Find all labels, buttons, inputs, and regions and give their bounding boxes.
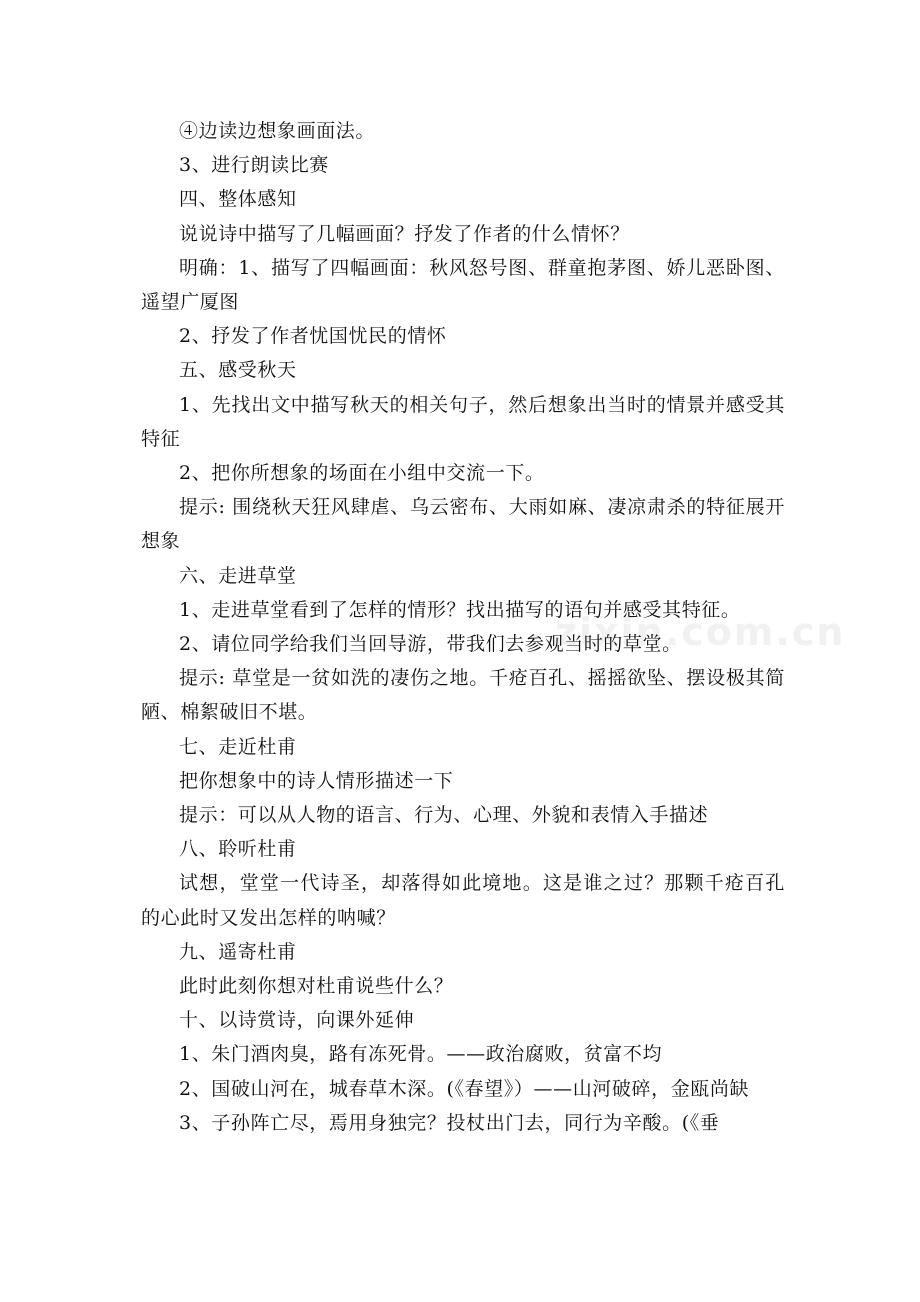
text-line: 说说诗中描写了几幅画面？抒发了作者的什么情怀？ (179, 222, 630, 245)
text-line: 把你想象中的诗人情形描述一下 (179, 769, 454, 792)
text-line: 1、朱门酒肉臭，路有冻死骨。——政治腐败，贫富不均 (179, 1043, 663, 1066)
text-line: 2、抒发了作者忧国忧民的情怀 (179, 325, 447, 348)
text-line: 此时此刻你想对杜甫说些什么？ (179, 975, 454, 998)
text-line: 提示：可以从人物的语言、行为、心理、外貌和表情入手描述 (179, 804, 709, 827)
text-line: 1、先找出文中描写秋天的相关句子，然后想象出当时的情景并感受其特征 (141, 393, 785, 450)
watermark-text: zixin.com.cn (555, 610, 846, 654)
document-body (141, 114, 785, 1140)
text-line: 2、国破山河在，城春草木深。(《春望》）——山河破碎，金瓯尚缺 (179, 1077, 750, 1100)
text-line: 2、请位同学给我们当回导游，带我们去参观当时的草堂。 (179, 633, 682, 656)
section-heading: 十、以诗赏诗，向课外延伸 (179, 1009, 415, 1032)
text-line: 提示: 草堂是一贫如洗的凄伤之地。千疮百孔、摇摇欲坠、摆设极其简陋、棉絮破旧不堪。 (141, 667, 785, 724)
text-line: 明确：1、描写了四幅画面：秋风怒号图、群童抱茅图、娇儿恶卧图、遥望广厦图 (141, 256, 785, 314)
text-line: 1、走进草堂看到了怎样的情形？找出描写的语句并感受其特征。 (179, 598, 741, 621)
section-heading: 七、走近杜甫 (179, 735, 297, 758)
text-line: 试想，堂堂一代诗圣，却落得如此境地。这是谁之过？那颗千疮百孔的心此时又发出怎样的呐喊？ (141, 872, 785, 929)
section-heading: 四、整体感知 (179, 188, 297, 211)
section-heading: 八、聆听杜甫 (179, 838, 297, 861)
text-line: 3、子孙阵亡尽，焉用身独完？投杖出门去，同行为辛酸。(《垂 (179, 1111, 720, 1134)
text-line: 提示: 围绕秋天狂风肆虐、乌云密布、大雨如麻、凄凉肃杀的特征展开想象 (141, 496, 785, 553)
section-heading: 九、遥寄杜甫 (179, 940, 297, 963)
text-line: 3、进行朗读比赛 (179, 154, 329, 177)
text-line: 2、把你所想象的场面在小组中交流一下。 (179, 462, 545, 485)
text-line: ④边读边想象画面法。 (179, 120, 376, 142)
section-heading: 六、走进草堂 (179, 564, 297, 587)
section-heading: 五、感受秋天 (179, 359, 297, 382)
